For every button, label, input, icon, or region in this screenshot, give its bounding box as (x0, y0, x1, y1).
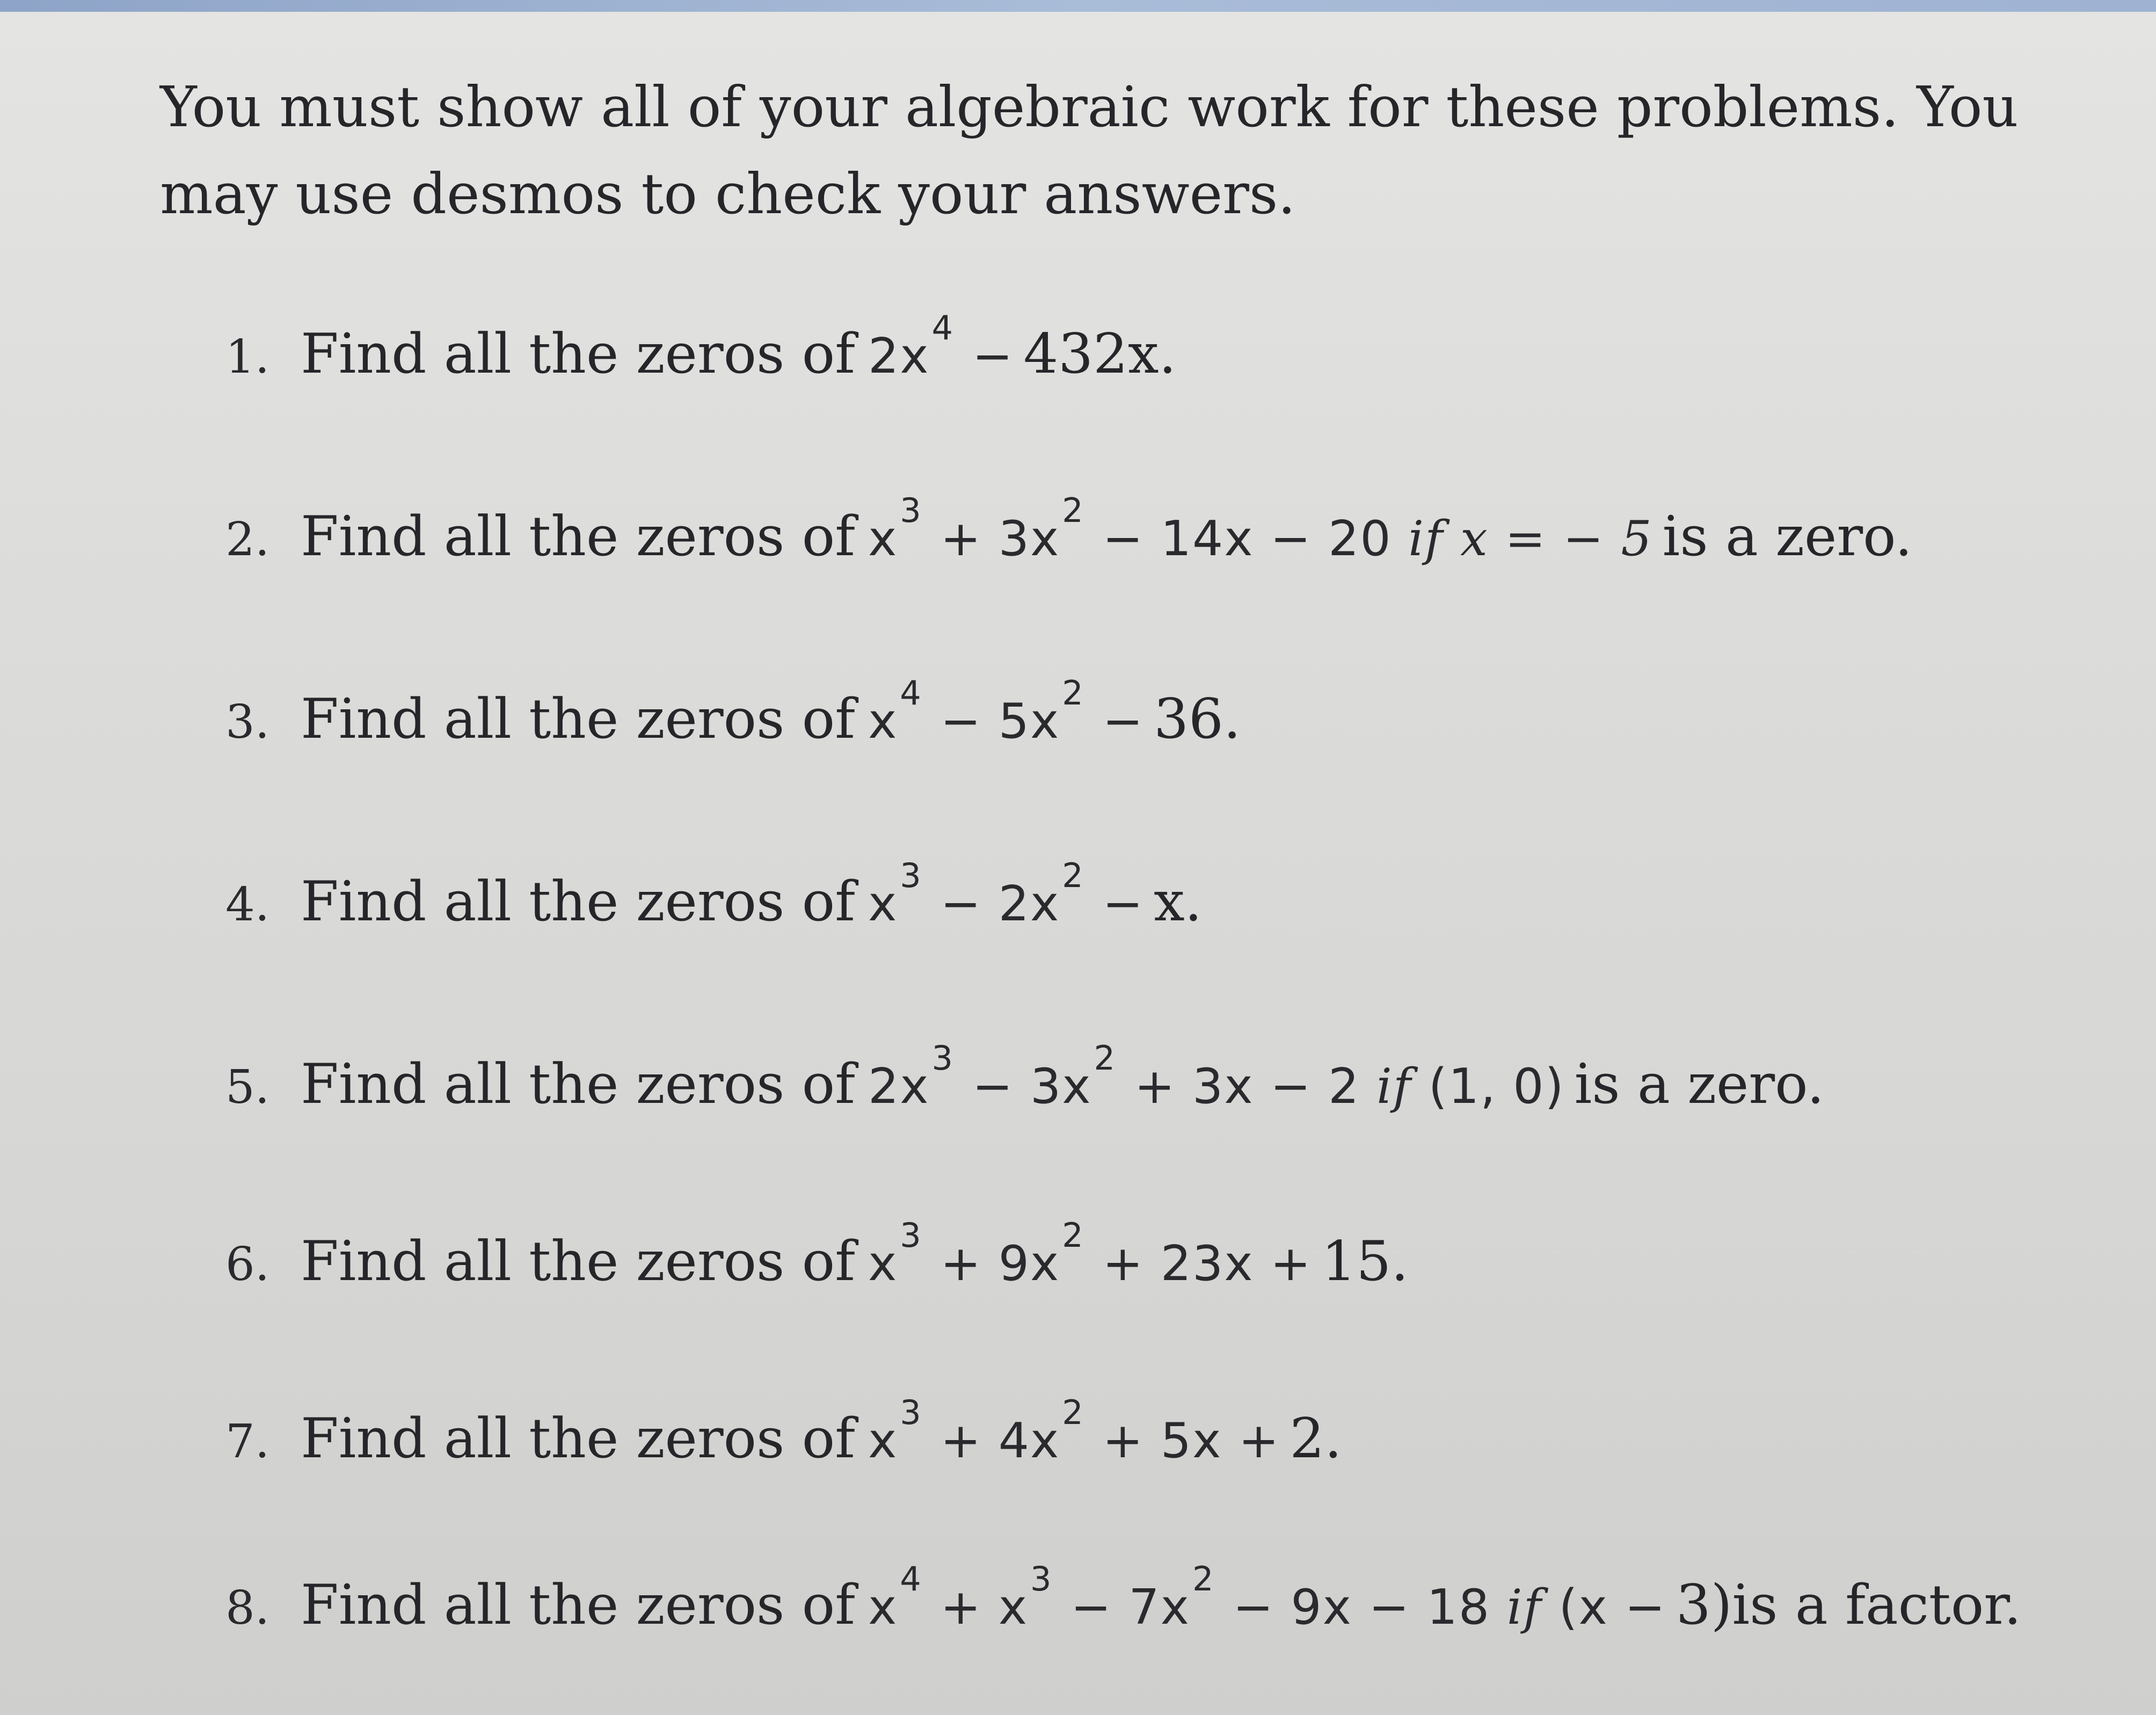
polynomial-expression (868, 1038, 1565, 1115)
exponent: 2 (1094, 1038, 1116, 1078)
exponent: 2 (1062, 1393, 1084, 1432)
problem-tail: x. (1154, 870, 1203, 934)
problem-stem: Find all the zeros of (301, 1407, 855, 1471)
problem-8 (225, 1559, 2022, 1681)
problem-4 (225, 856, 1203, 977)
polynomial-expression (868, 1216, 1312, 1292)
problem-stem: Find all the zeros of (301, 687, 855, 751)
problem-stem: Find all the zeros of (301, 870, 855, 934)
problem-2 (225, 491, 1913, 612)
polynomial-expression (868, 1559, 1666, 1636)
term: − 14x − 20 (1102, 511, 1392, 567)
term: + 9x (940, 1236, 1060, 1292)
term: 2x (868, 1058, 930, 1115)
problem-number: 4. (225, 878, 270, 932)
operator: − (1102, 876, 1145, 932)
problem-number: 6. (225, 1238, 270, 1291)
term: − 5x (940, 693, 1060, 750)
term: + 5x + (1102, 1413, 1280, 1469)
problem-1 (225, 308, 1176, 430)
operator: − (1102, 693, 1145, 750)
problem-stem: Find all the zeros of (301, 322, 855, 386)
term: − 2x (940, 876, 1060, 932)
exponent: 3 (1030, 1559, 1053, 1598)
top-edge-strip (0, 0, 2156, 12)
exponent: 4 (931, 308, 954, 347)
problem-5 (225, 1038, 1825, 1160)
problem-tail: 15. (1321, 1230, 1409, 1293)
exponent: 4 (900, 1559, 922, 1598)
term: − 7x (1070, 1579, 1190, 1636)
exponent: 3 (900, 856, 922, 895)
term: − 3x (972, 1058, 1092, 1115)
problem-tail: 36. (1154, 687, 1241, 751)
problem-number: 2. (225, 513, 270, 566)
polynomial-expression (868, 1393, 1280, 1469)
term: + x (940, 1579, 1028, 1636)
exponent: 2 (1062, 856, 1084, 895)
exponent: 3 (900, 1393, 922, 1432)
exponent: 2 (1062, 491, 1084, 530)
problem-stem: Find all the zeros of (301, 505, 855, 569)
problem-number: 3. (225, 695, 270, 749)
exponent: 4 (900, 673, 922, 713)
term: x (868, 511, 898, 567)
instructions-text: You must show all of your algebraic work for these problems. You may use desmos to check your answers. (160, 74, 2019, 227)
term: x (868, 1236, 898, 1292)
problem-tail: 432x. (1023, 322, 1176, 386)
term: x (868, 1579, 898, 1636)
problem-stem: Find all the zeros of (301, 1573, 855, 1637)
polynomial-expression (868, 308, 1014, 384)
exponent: 2 (1062, 673, 1084, 713)
if-keyword: if (1506, 1579, 1542, 1636)
problem-stem: Find all the zeros of (301, 1230, 855, 1293)
term: + 3x (940, 511, 1060, 567)
problem-number: 7. (225, 1415, 270, 1469)
problem-7 (225, 1393, 1342, 1514)
term: x (868, 876, 898, 932)
problem-tail: 3)is a factor. (1676, 1573, 2022, 1637)
problem-6 (225, 1216, 1409, 1337)
condition: x = − 5 (1460, 511, 1653, 567)
problem-tail: 2. (1290, 1407, 1342, 1471)
term: − 9x − 18 (1233, 1579, 1491, 1636)
polynomial-expression (868, 491, 1653, 567)
operator: − (972, 328, 1014, 384)
term: + 3x − 2 (1134, 1058, 1360, 1115)
exponent: 2 (1192, 1559, 1215, 1598)
if-keyword: if (1376, 1058, 1412, 1115)
condition: (x − (1558, 1579, 1666, 1636)
exponent: 3 (900, 1216, 922, 1255)
exponent: 3 (900, 491, 922, 530)
term: x (868, 1413, 898, 1469)
problem-number: 8. (225, 1581, 270, 1635)
term: 2x (868, 328, 930, 384)
problem-stem: Find all the zeros of (301, 1052, 855, 1116)
problem-tail: is a zero. (1662, 505, 1913, 569)
exponent: 2 (1062, 1216, 1084, 1255)
condition: (1, 0) (1428, 1058, 1565, 1115)
problem-3 (225, 673, 1241, 795)
problem-tail: is a zero. (1574, 1052, 1825, 1116)
problem-number: 1. (225, 330, 270, 384)
polynomial-expression (868, 673, 1145, 750)
term: + 23x + (1102, 1236, 1312, 1292)
problem-number: 5. (225, 1060, 270, 1114)
polynomial-expression (868, 856, 1145, 932)
term: x (868, 693, 898, 750)
term: + 4x (940, 1413, 1060, 1469)
if-keyword: if (1408, 511, 1444, 567)
exponent: 3 (931, 1038, 954, 1078)
